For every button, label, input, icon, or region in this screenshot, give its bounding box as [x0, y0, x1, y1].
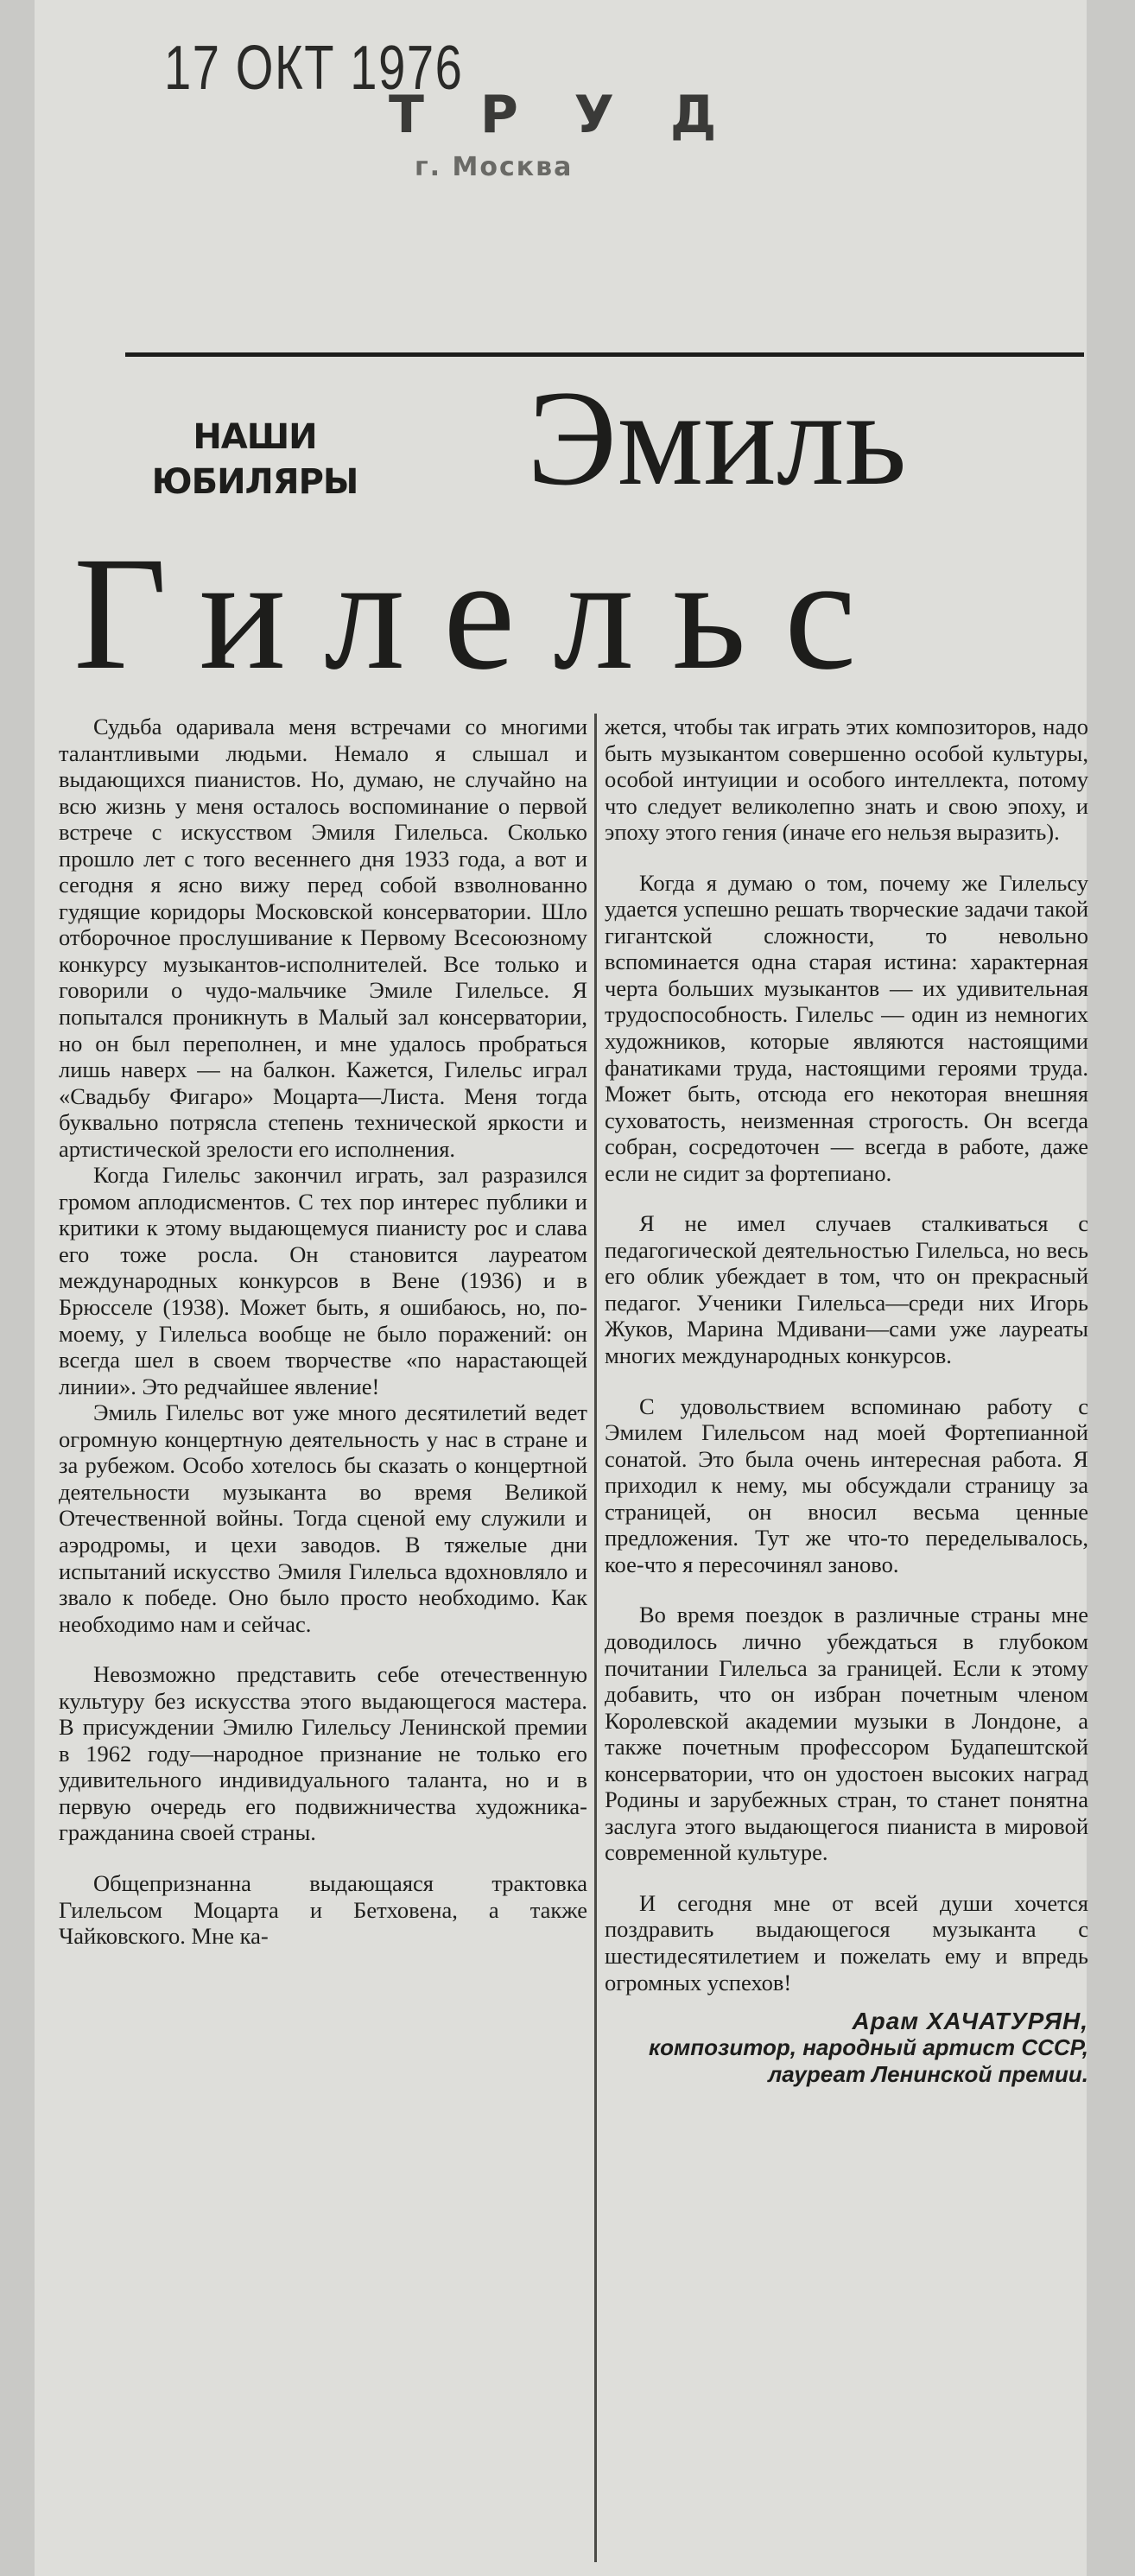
paragraph: Когда Гилельс закончил играть, зал разразился громом аплодисментов. С тех пор интерес публики и критики к этому выдающемуся пианисту рос и слава его тоже росла. Он становится лауреатом международных конкурсов в Вене (1936) и в Брюсселе (1938). Может быть, я ошибаюсь, но, по-моему, у Гилельса вообще не было поражений: он всегда шел в своем творчестве «по нарастающей линии». Это редчайшее явление! [59, 1162, 587, 1399]
paragraph: Когда я думаю о том, почему же Гилельсу удается успешно решать творческие задачи такой гигантской сложности, то невольно вспоминается одна старая истина: характерная черта больших музыкантов — их удивительная трудоспособность. Гилельс — один из немногих художников, которые являются настоящими фанатиками труда, настоящими героями труда. Может быть, отсюда его некоторая внешняя суховатость, неизменная строгость. Он всегда собран, сосредоточен — всегда в работе, даже если не сидит за фортепиано. [605, 869, 1088, 1186]
paragraph: С удовольствием вспоминаю работу с Эмилем Гилельсом над моей Фортепианной сонатой. Это была очень интересная работа. Я приходил к нему, мы обсуждали страницу за страницей, он вносил весьма ценные предложения. Тут же что-то переделывалось, кое-что я пересочинял заново. [605, 1393, 1088, 1577]
paragraph: Во время поездок в различные страны мне доводилось лично убеждаться в глубоком почитании Гилельса за границей. Если к этому добавить, что он избран почетным членом Королевской академии музыки в Лондоне, а также почетным профессором Будапештской консерватории, что он удостоен высоких наград Родины и зарубежных стран, то станет понятна заслуга этого выдающегося пианиста в мировой современной культуре. [605, 1602, 1088, 1866]
headline-last-name: Гилельс [73, 523, 895, 703]
newspaper-name-stamp: Т Р У Д [389, 85, 736, 145]
article-column-left [59, 714, 587, 1950]
author-name: Арам ХАЧАТУРЯН, [852, 2008, 1088, 2035]
headline-first-name: Эмиль [527, 363, 907, 514]
section-rubric [147, 415, 363, 504]
paragraph: жется, чтобы так играть этих композиторов, надо быть музыкантом совершенно особой культуры, особой интуиции и особого интеллекта, потому что следует великолепно знать и свою эпоху, и эпоху этого гения (иначе его нельзя выразить). [605, 714, 1088, 846]
archive-date-stamp: 17 ОКТ 1976 [164, 34, 464, 103]
rubric-line-2: ЮБИЛЯРЫ [151, 462, 358, 502]
city-stamp: г. Москва [415, 152, 574, 182]
paragraph: Я не имел случаев сталкиваться с педагогической деятельностью Гилельса, но весь его облик убеждает в том, что он прекрасный педагог. Ученики Гилельса—среди них Игорь Жуков, Марина Мдивани—сами уже лауреаты многих международных конкурсов. [605, 1210, 1088, 1369]
paragraph: Общепризнанна выдающаяся трактовка Гилельсом Моцарта и Бетховена, а также Чайковского. Мне ка- [59, 1869, 587, 1950]
rubric-line-1: НАШИ [193, 417, 317, 457]
header-rule [125, 352, 1084, 357]
paragraph: И сегодня мне от всей души хочется поздравить выдающегося музыканта с шестидесятилетием и пожелать ему и впредь огромных успехов! [605, 1889, 1088, 1995]
article-column-right [605, 714, 1088, 2088]
paragraph: Невозможно представить себе отечественную культуру без искусства этого выдающегося мастера. В присуждении Эмилю Гилельсу Ленинской премии в 1962 году—народное признание не только его удивительного индивидуального таланта, но и в первую очередь его подвижничества художника-гражданина своей страны. [59, 1661, 587, 1846]
author-signature [605, 2008, 1088, 2088]
paragraph: Эмиль Гилельс вот уже много десятилетий ведет огромную концертную деятельность у нас в стране и за рубежом. Особо хотелось бы сказать о концертной деятельности музыканта во время Великой Отечественной войны. Тогда сценой ему служили и аэродромы, и цехи заводов. В тяжелые дни испытаний искусство Эмиля Гилельса вдохновляло и звало к победе. Оно было просто необходимо. Как необходимо нам и сейчас. [59, 1399, 587, 1637]
author-credentials: композитор, народный артист СССР, лауреат Ленинской премии. [649, 2034, 1088, 2088]
column-divider [594, 714, 597, 2562]
paragraph: Судьба одаривала меня встречами со многими талантливыми людьми. Немало я слышал и выдающихся пианистов. Но, думаю, не случайно на всю жизнь у меня осталось воспоминание о первой встрече с искусством Эмиля Гилельса. Сколько прошло лет с того весеннего дня 1933 года, а вот и сегодня я ясно вижу перед собой взволнованно гудящие коридоры Московской консерватории. Шло отборочное прослушивание к Первому Всесоюзному конкурсу музыкантов-исполнителей. Все только и говорили о чудо-мальчике Эмиле Гилельсе. Я попытался проникнуть в Малый зал консерватории, но он был переполнен, и мне удалось пробраться лишь наверх — на балкон. Кажется, Гилельс играл «Свадьбу Фигаро» Моцарта—Листа. Меня тогда буквально потрясла степень технической яркости и артистической зрелости его исполнения. [59, 714, 587, 1162]
